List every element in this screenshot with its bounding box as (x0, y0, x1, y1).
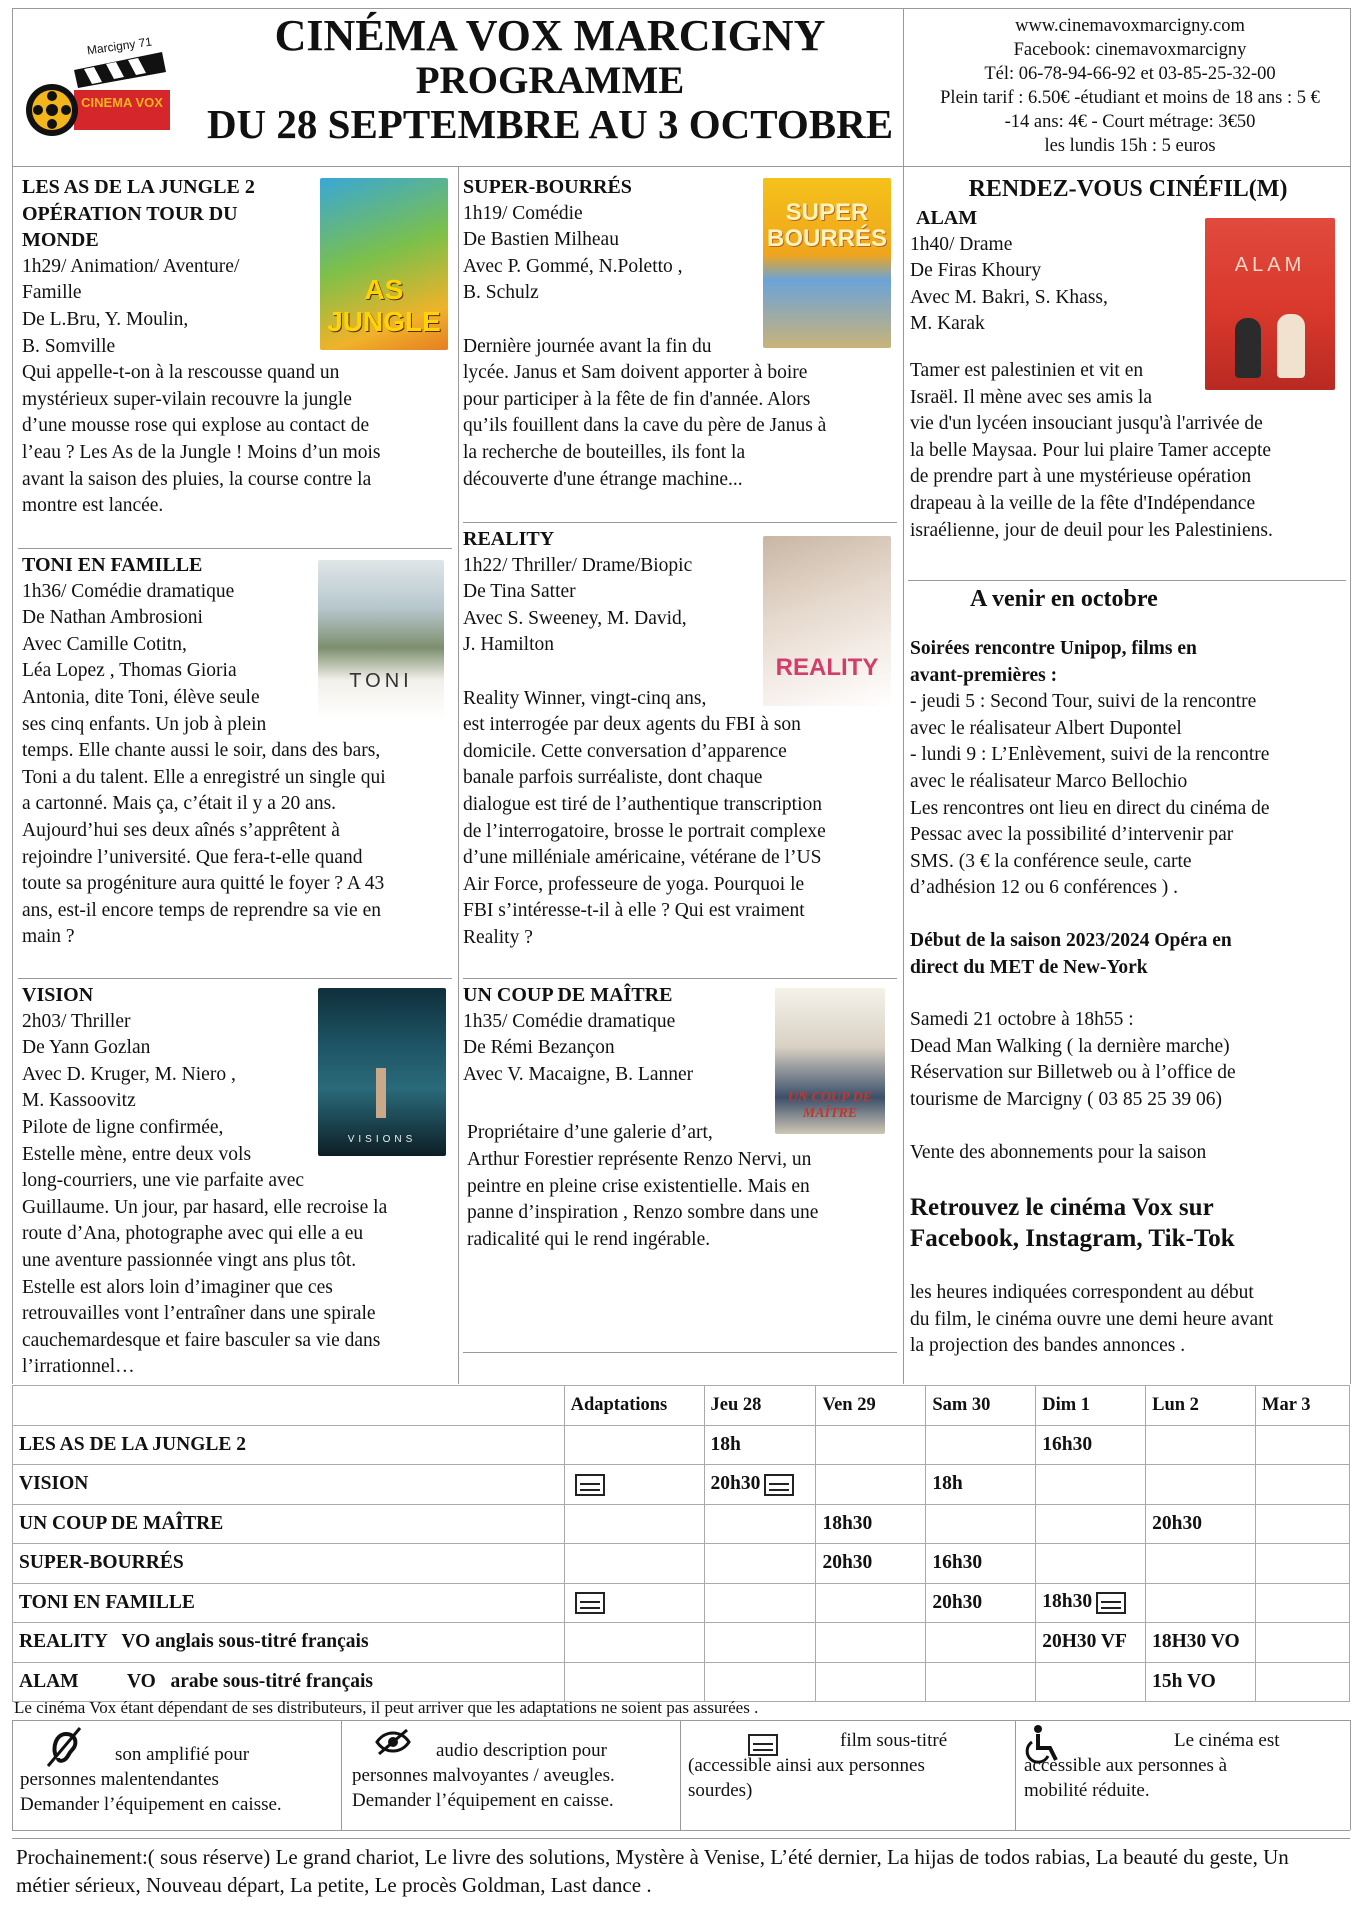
poster-coup-text: UN COUP DE MAÎTRE (787, 1090, 873, 1121)
schedule-time (704, 1583, 816, 1623)
schedule-row (13, 1465, 1350, 1505)
schedule-time (816, 1662, 926, 1702)
schedule-time (816, 1623, 926, 1663)
schedule-time (816, 1465, 926, 1505)
poster-reality-text: REALITY (775, 654, 879, 681)
poster-jungle-text: AS JUNGLE (327, 274, 441, 337)
film-title: LES AS DE LA JUNGLE 2 OPÉRATION TOUR DU MONDE (22, 176, 255, 252)
website-link[interactable]: www.cinemavoxmarcigny.com (1015, 16, 1245, 36)
schedule-time (926, 1662, 1036, 1702)
showtime: 18h (710, 1433, 741, 1455)
film-title: VISION (22, 984, 94, 1006)
showtime: 18H30 VO (1152, 1631, 1240, 1653)
schedule-time (704, 1465, 816, 1505)
film-meta: 1h35/ Comédie dramatique De Rémi Bezançon Avec V. Macaigne, B. Lanner (463, 1010, 694, 1085)
adaptations-disclaimer: Le cinéma Vox étant dépendant de ses distributeurs, il peut arriver que les adaptations ne soient pas assurées . (14, 1698, 759, 1717)
schedule-film: UN COUP DE MAÎTRE (13, 1504, 565, 1544)
schedule-time (1036, 1465, 1146, 1505)
poster-alam (1205, 218, 1335, 390)
legend-audio: audio description pour personnes malvoyantes / aveugles. Demander l’équipement en caisse. (352, 1740, 615, 1811)
contact-pricing-info (910, 14, 1350, 158)
header-day: Dim 1 (1036, 1386, 1146, 1426)
film-synopsis: Propriétaire d’une galerie d’art, Arthur Forestier représente Renzo Nervi, un peintre en pleine crise existentielle. Mais en panne d’inspiration , Renzo sombre dans une radicalité qui le rend ingérable. (467, 1122, 819, 1250)
schedule-adaptation (564, 1662, 704, 1702)
poster-toni-text: TONI (349, 670, 413, 692)
schedule-row (13, 1504, 1350, 1544)
logo-name: CINEMA VOX (81, 95, 163, 110)
schedule-row (13, 1623, 1350, 1663)
legend-access: Le cinéma est accessible aux personnes à mobilité réduite. (1024, 1730, 1280, 1801)
upcoming-section (910, 584, 1346, 1360)
film-title: SUPER-BOURRÉS (463, 176, 632, 198)
opera-title: Début de la saison 2023/2024 Opéra en direct du MET de New-York (910, 929, 1232, 978)
poster-superbourres (763, 178, 891, 348)
schedule-time (704, 1623, 816, 1663)
schedule-time (926, 1623, 1036, 1663)
upcoming-heading: A venir en octobre (970, 586, 1158, 612)
schedule-time (704, 1425, 816, 1465)
schedule-time (926, 1583, 1036, 1623)
showtime: 20h30 (822, 1552, 873, 1574)
schedule-film: SUPER-BOURRÉS (13, 1544, 565, 1584)
poster-jungle (320, 178, 448, 350)
showtime: 20H30 VF (1042, 1631, 1127, 1653)
schedule-adaptation (564, 1425, 704, 1465)
schedule-adaptation (564, 1544, 704, 1584)
schedule-time (1256, 1504, 1350, 1544)
film-title: UN COUP DE MAÎTRE (463, 984, 673, 1006)
schedule-time (1146, 1662, 1256, 1702)
subtitle-icon (575, 1592, 605, 1614)
schedule-time (1036, 1425, 1146, 1465)
schedule-header-row (13, 1386, 1350, 1426)
logo-small-text: Marcigny 71 (86, 34, 153, 58)
schedule-film: LES AS DE LA JUNGLE 2 (13, 1425, 565, 1465)
title-cinema: CINÉMA VOX MARCIGNY (274, 11, 826, 60)
title-dates: DU 28 SEPTEMBRE AU 3 OCTOBRE (206, 100, 894, 147)
price-full: Plein tarif : 6.50€ -étudiant et moins de 18 ans : 5 € (940, 88, 1320, 108)
schedule-time (1256, 1662, 1350, 1702)
schedule-row (13, 1544, 1350, 1584)
poster-toni (318, 560, 444, 720)
schedule-time (704, 1504, 816, 1544)
unipop-text: - jeudi 5 : Second Tour, suivi de la rencontre avec le réalisateur Albert Dupontel - lundi 9 : L’Enlèvement, suivi de la rencontre avec le réalisateur Marco Bellochio Les rencontres ont lieu en direct du cinéma de Pessac avec la possibilité d’intervenir par SMS. (3 € la conférence seule, carte d’adhésion 12 ou 6 conférences ) . (910, 691, 1270, 899)
schedule-time (816, 1504, 926, 1544)
schedule-time (1256, 1583, 1350, 1623)
schedule-row (13, 1425, 1350, 1465)
showtime: 16h30 (932, 1552, 983, 1574)
subtitle-icon (764, 1474, 794, 1496)
header-day: Sam 30 (926, 1386, 1036, 1426)
header-film (13, 1386, 565, 1426)
schedule-time (1146, 1544, 1256, 1584)
film-title: TONI EN FAMILLE (22, 554, 203, 576)
price-kids: -14 ans: 4€ - Court métrage: 3€50 (1004, 112, 1256, 132)
facebook-info: Facebook: cinemavoxmarcigny (1013, 40, 1247, 60)
schedule-row (13, 1662, 1350, 1702)
schedule-time (1036, 1504, 1146, 1544)
title-programme: PROGRAMME (415, 58, 685, 102)
schedule-film: VISION (13, 1465, 565, 1505)
hours-note: les heures indiquées correspondent au début du film, le cinéma ouvre une demi heure avant la projection des bandes annonces . (910, 1282, 1274, 1357)
header-day: Jeu 28 (704, 1386, 816, 1426)
schedule-time (926, 1544, 1036, 1584)
film-title: ALAM (916, 207, 978, 229)
cinema-logo (22, 30, 172, 150)
film-title: REALITY (463, 528, 555, 550)
legend-subtitles: film sous-titré (accessible ainsi aux personnes sourdes) (688, 1730, 948, 1801)
film-meta: 1h40/ Drame De Firas Khoury Avec M. Bakri, S. Khass, M. Karak (910, 233, 1108, 335)
poster-superbourres-text: SUPER BOURRÉS (767, 199, 888, 252)
schedule-time (1146, 1425, 1256, 1465)
header-day: Ven 29 (816, 1386, 926, 1426)
film-meta: 1h19/ Comédie De Bastien Milheau Avec P. Gommé, N.Poletto , B. Schulz (463, 202, 683, 304)
poster-alam-text: ALAM (1234, 254, 1306, 276)
showtime: 18h (932, 1473, 963, 1495)
header-day: Mar 3 (1256, 1386, 1350, 1426)
subtitle-icon (1096, 1592, 1126, 1614)
film-synopsis: Qui appelle-t-on à la rescousse quand un mystérieux super-vilain recouvre la jungle d’une mousse rose qui explose au contact de l’eau ? Les As de la Jungle ! Moins d’un mois avant la saison des pluies, la course contre la montre est lancée. (22, 362, 381, 517)
showtime: 18h30 (822, 1512, 873, 1534)
schedule-time (1146, 1623, 1256, 1663)
schedule-time (704, 1662, 816, 1702)
coming-soon: Prochainement:( sous réserve) Le grand chariot, Le livre des solutions, Mystère à Venise, L’été dernier, La hijas de todos rabias, La beauté du geste, Un métier sérieux, Nouveau départ, La petite, Le procès Goldman, Last dance . (16, 1845, 1289, 1897)
schedule-row (13, 1583, 1350, 1623)
showtime: 20h30 (1152, 1512, 1202, 1534)
schedule-time (926, 1504, 1036, 1544)
opera-text: Samedi 21 octobre à 18h55 : Dead Man Walking ( la dernière marche) Réservation sur Billetweb ou à l’office de tourisme de Marcigny ( 03 85 25 39 06) (910, 1009, 1236, 1110)
schedule-film: REALITY VO anglais sous-titré français (13, 1623, 565, 1663)
poster-coup (775, 988, 885, 1134)
price-monday: les lundis 15h : 5 euros (1044, 136, 1216, 156)
header-day: Lun 2 (1146, 1386, 1256, 1426)
page-title (200, 12, 900, 146)
schedule-adaptation (564, 1504, 704, 1544)
schedule-adaptation (564, 1583, 704, 1623)
film-meta: 1h36/ Comédie dramatique De Nathan Ambrosioni Avec Camille Cotitn, Léa Lopez , Thomas Gioria (22, 580, 237, 682)
schedule-time (1146, 1465, 1256, 1505)
schedule-adaptation (564, 1465, 704, 1505)
schedule-time (1256, 1425, 1350, 1465)
showtime: 16h30 (1042, 1433, 1093, 1455)
legend-hearing: son amplifié pour personnes malentendantes Demander l’équipement en caisse. (20, 1744, 282, 1815)
phone-info: Tél: 06-78-94-66-92 et 03-85-25-32-00 (984, 64, 1276, 84)
social-text: Retrouvez le cinéma Vox sur Facebook, Instagram, Tik-Tok (910, 1194, 1235, 1253)
schedule-time (1256, 1465, 1350, 1505)
film-meta: 1h29/ Animation/ Aventure/ Famille De L.Bru, Y. Moulin, B. Somville (22, 255, 240, 357)
schedule-time (926, 1425, 1036, 1465)
schedule-time (816, 1544, 926, 1584)
subtitle-icon (575, 1474, 605, 1496)
schedule-time (816, 1425, 926, 1465)
showtime: 20h30 (710, 1472, 761, 1494)
schedule-time (1146, 1583, 1256, 1623)
showtime: 15h VO (1152, 1670, 1216, 1692)
poster-vision-text: VISIONS (347, 1134, 417, 1145)
film-synopsis: Reality Winner, vingt-cinq ans, est interrogée par deux agents du FBI à son domicile. Cette conversation d’apparence banale parfois surréaliste, dont chaque dialogue est tiré de l’authentique transcription de l’interrogatoire, brosse le portrait complexe d’une milléniale américaine, vétérane de l’US Air Force, professeure de yoga. Pourquoi le FBI s’intéresse-t-il à elle ? Qui est vraiment Reality ? (463, 687, 826, 948)
cinefil-heading: RENDEZ-VOUS CINÉFIL(M) (968, 176, 1288, 202)
film-synopsis: Tamer est palestinien et vit en Israël. Il mène avec ses amis la vie d'un lycéen insouciant jusqu'à l'arrivée de la belle Maysaa. Pour lui plaire Tamer accepte de prendre part à une mystérieuse opération drapeau à la veille de la fête d'Indépendance israélienne, jour de deuil pour les Palestiniens. (910, 359, 1273, 541)
film-synopsis: Dernière journée avant la fin du lycée. Janus et Sam doivent apporter à boire pour participer à la fête de fin d'année. Alors qu’ils fouillent dans la cave du père de Janus à la recherche de bouteilles, ils font la découverte d'une étrange machine... (463, 335, 827, 490)
schedule-time (816, 1583, 926, 1623)
header-adaptations: Adaptations (564, 1386, 704, 1426)
schedule-time (1036, 1544, 1146, 1584)
film-meta: 2h03/ Thriller De Yann Gozlan Avec D. Kruger, M. Niero , M. Kassoovitz (22, 1010, 236, 1112)
unipop-title: Soirées rencontre Unipop, films en avant-premières : (910, 638, 1197, 686)
film-synopsis: Antonia, dite Toni, élève seule ses cinq enfants. Un job à plein temps. Elle chante aussi le soir, dans des bars, Toni a du talent. Elle a enregistré un single qui a cartonné. Mais ça, c’était il y a 20 ans. Aujourd’hui ses deux aînés s’apprêtent à rejoindre l’université. Que fera-t-elle quand toute sa progéniture aura quitté le foyer ? A 43 ans, est-il encore temps de reprendre sa vie en main ? (22, 686, 386, 948)
schedule-time (1036, 1583, 1146, 1623)
showtime: 20h30 (932, 1591, 983, 1613)
poster-vision (318, 988, 446, 1156)
schedule-film: ALAM VO arabe sous-titré français (13, 1662, 565, 1702)
schedule-time (1256, 1623, 1350, 1663)
poster-reality (763, 536, 891, 706)
showtime: 18h30 (1042, 1591, 1093, 1613)
schedule-time (926, 1465, 1036, 1505)
schedule-time (1036, 1662, 1146, 1702)
film-meta: 1h22/ Thriller/ Drame/Biopic De Tina Satter Avec S. Sweeney, M. David, J. Hamilton (463, 554, 693, 656)
subscriptions-note: Vente des abonnements pour la saison (910, 1141, 1207, 1163)
schedule-time (1036, 1623, 1146, 1663)
schedule-time (1256, 1544, 1350, 1584)
film-synopsis: Pilote de ligne confirmée, Estelle mène, entre deux vols long-courriers, une vie parfaite avec Guillaume. Un jour, par hasard, elle recroise la route d’Ana, photographe avec qui elle a eu une aventure passionnée vingt ans plus tôt. Estelle est alors loin d’imaginer que ces retrouvailles vont l’entraîner dans une spirale cauchemardesque et faire basculer sa vie dans l’irrationnel… (22, 1116, 388, 1378)
schedule-adaptation (564, 1623, 704, 1663)
schedule-time (1146, 1504, 1256, 1544)
schedule-film: TONI EN FAMILLE (13, 1583, 565, 1623)
schedule-time (704, 1544, 816, 1584)
schedule-table (12, 1385, 1350, 1702)
